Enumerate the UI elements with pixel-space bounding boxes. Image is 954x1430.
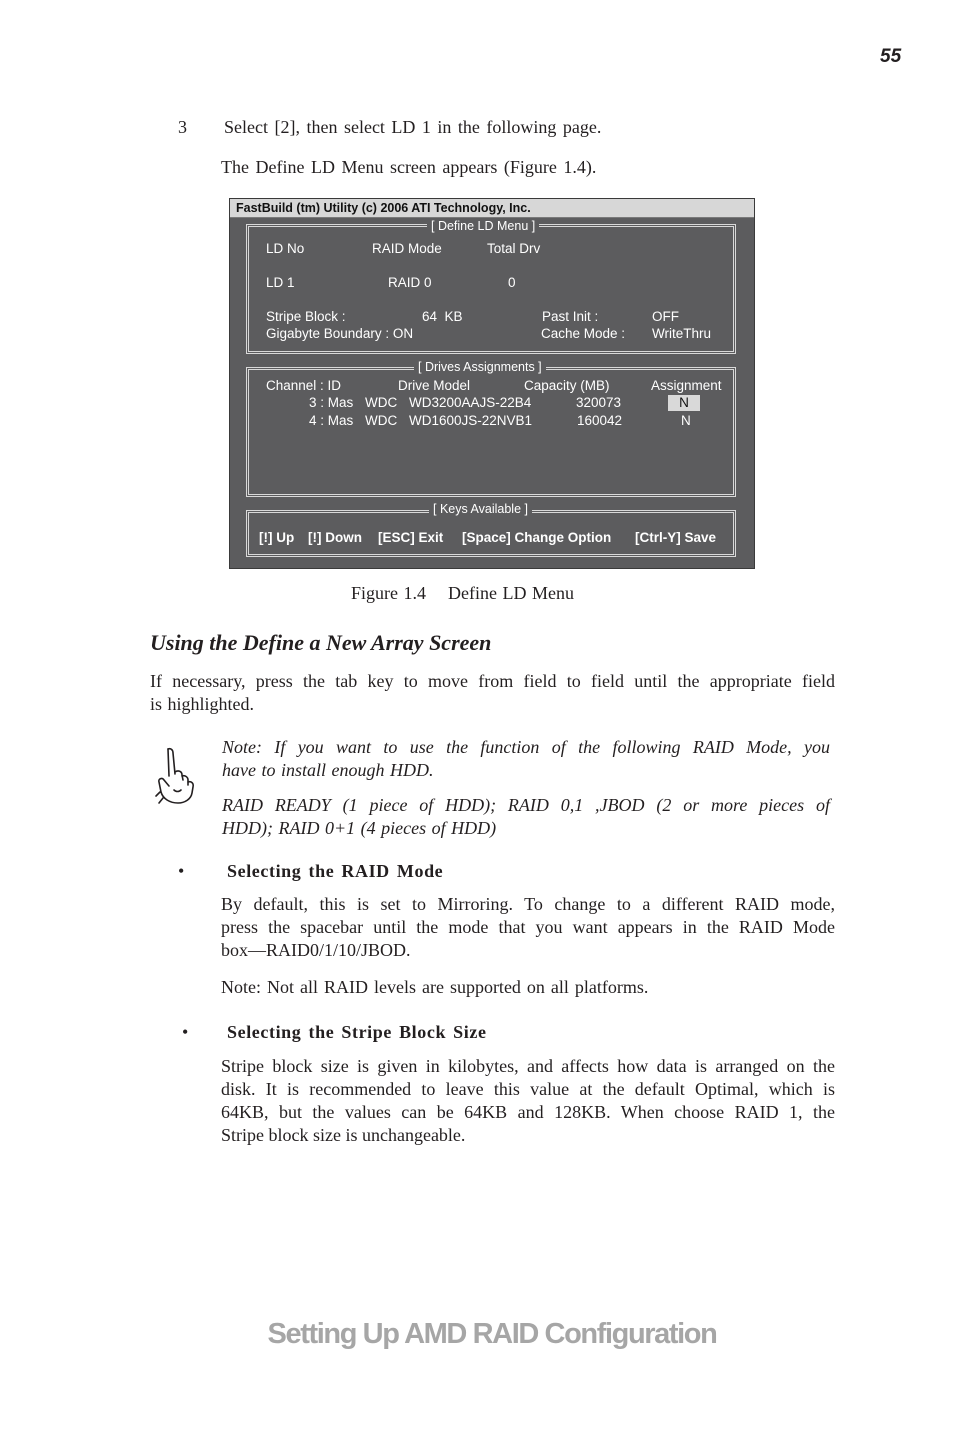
key-up: [!] Up bbox=[259, 530, 295, 545]
header-drive-model: Drive Model bbox=[398, 378, 471, 393]
gigabyte-boundary[interactable]: Gigabyte Boundary : ON bbox=[266, 326, 414, 341]
drive-row-1-capacity: 320073 bbox=[576, 395, 622, 410]
cache-mode-value[interactable]: WriteThru bbox=[652, 326, 712, 341]
step-number: 3 bbox=[178, 117, 187, 137]
drive-row-1-assignment[interactable]: N bbox=[668, 395, 700, 411]
col-ld-no: LD No bbox=[266, 241, 305, 256]
section-heading: Using the Define a New Array Screen bbox=[150, 630, 492, 655]
drive-row-1-channel: 3 : Mas bbox=[309, 395, 354, 410]
col-raid-mode: RAID Mode bbox=[372, 241, 442, 256]
note-line-4: HDD); RAID 0+1 (4 pieces of HDD) bbox=[222, 818, 497, 838]
bullet-1-line-1: By default, this is set to Mirroring. To change to a different RAID mode, bbox=[221, 894, 835, 914]
step-text: Select [2], then select LD 1 in the following page. bbox=[224, 117, 602, 137]
total-drv-value: 0 bbox=[508, 275, 516, 290]
key-change-option: [Space] Change Option bbox=[462, 530, 612, 545]
key-exit: [ESC] Exit bbox=[378, 530, 444, 545]
header-assignment: Assignment bbox=[651, 378, 722, 393]
drive-row-2-channel: 4 : Mas bbox=[309, 413, 354, 428]
key-down: [!] Down bbox=[308, 530, 362, 545]
bullet-2-symbol: • bbox=[182, 1022, 189, 1042]
keys-available-legend: [ Keys Available ] bbox=[429, 502, 532, 516]
bullet-1-heading: Selecting the RAID Mode bbox=[227, 861, 444, 881]
bullet-2-line-1: Stripe block size is given in kilobytes, and affects how data is arranged on the bbox=[221, 1056, 835, 1076]
header-capacity: Capacity (MB) bbox=[524, 378, 610, 393]
stripe-block-value[interactable]: 64 KB bbox=[422, 309, 463, 324]
bullet-1-line-2: press the spacebar until the mode that you want appears in the RAID Mode bbox=[221, 917, 835, 937]
cache-mode-label: Cache Mode : bbox=[541, 326, 626, 341]
step-followup: The Define LD Menu screen appears (Figure 1.4). bbox=[221, 157, 597, 177]
page-number: 55 bbox=[880, 46, 902, 67]
intro-paragraph-line-1: If necessary, press the tab key to move from field to field until the appropriate field bbox=[150, 671, 835, 691]
footer-chapter-title: Setting Up AMD RAID Configuration bbox=[267, 1318, 717, 1350]
bullet-1-note: Note: Not all RAID levels are supported on all platforms. bbox=[221, 977, 649, 997]
bullet-1-line-3: box—RAID0/1/10/JBOD. bbox=[221, 940, 411, 960]
key-save: [Ctrl-Y] Save bbox=[635, 530, 717, 545]
drive-row-2-assignment[interactable]: N bbox=[681, 413, 691, 428]
figure-caption: Figure 1.4 Define LD Menu bbox=[351, 583, 574, 603]
bullet-1-symbol: • bbox=[178, 861, 185, 881]
note-line-2: have to install enough HDD. bbox=[222, 760, 434, 780]
drives-assignments-legend: [ Drives Assignments ] bbox=[414, 360, 546, 374]
fast-init-value[interactable]: OFF bbox=[652, 309, 679, 324]
drive-row-2-model: WD1600JS-22NVB1 bbox=[409, 413, 533, 428]
fastbuild-screenshot bbox=[229, 198, 755, 569]
drive-row-2-vendor: WDC bbox=[365, 413, 398, 428]
bullet-2-heading: Selecting the Stripe Block Size bbox=[227, 1022, 487, 1042]
stripe-block-label: Stripe Block : bbox=[266, 309, 346, 324]
drive-row-2-capacity: 160042 bbox=[577, 413, 623, 428]
bullet-2-line-3: 64KB, but the values can be 64KB and 128KB. When choose RAID 1, the bbox=[221, 1102, 835, 1122]
fast-init-label: Past Init : bbox=[542, 309, 599, 324]
ld-no-value[interactable]: LD 1 bbox=[266, 275, 295, 290]
define-ld-legend: [ Define LD Menu ] bbox=[427, 219, 539, 233]
pointing-hand-icon bbox=[154, 746, 204, 806]
drive-row-1-model: WD3200AAJS-22B4 bbox=[409, 395, 532, 410]
col-total-drv: Total Drv bbox=[487, 241, 541, 256]
raid-mode-value[interactable]: RAID 0 bbox=[388, 275, 432, 290]
note-line-1: Note: If you want to use the function of the following RAID Mode, you bbox=[222, 737, 830, 757]
bullet-2-line-4: Stripe block size is unchangeable. bbox=[221, 1125, 466, 1145]
header-channel-id: Channel : ID bbox=[266, 378, 342, 393]
drive-row-1-vendor: WDC bbox=[365, 395, 398, 410]
utility-title-bar: FastBuild (tm) Utility (c) 2006 ATI Technology, Inc. bbox=[230, 199, 754, 218]
bullet-2-line-2: disk. It is recommended to leave this value at the default Optimal, which is bbox=[221, 1079, 835, 1099]
intro-paragraph-line-2: is highlighted. bbox=[150, 694, 254, 714]
note-line-3: RAID READY (1 piece of HDD); RAID 0,1 ,JBOD (2 or more pieces of bbox=[222, 795, 830, 815]
